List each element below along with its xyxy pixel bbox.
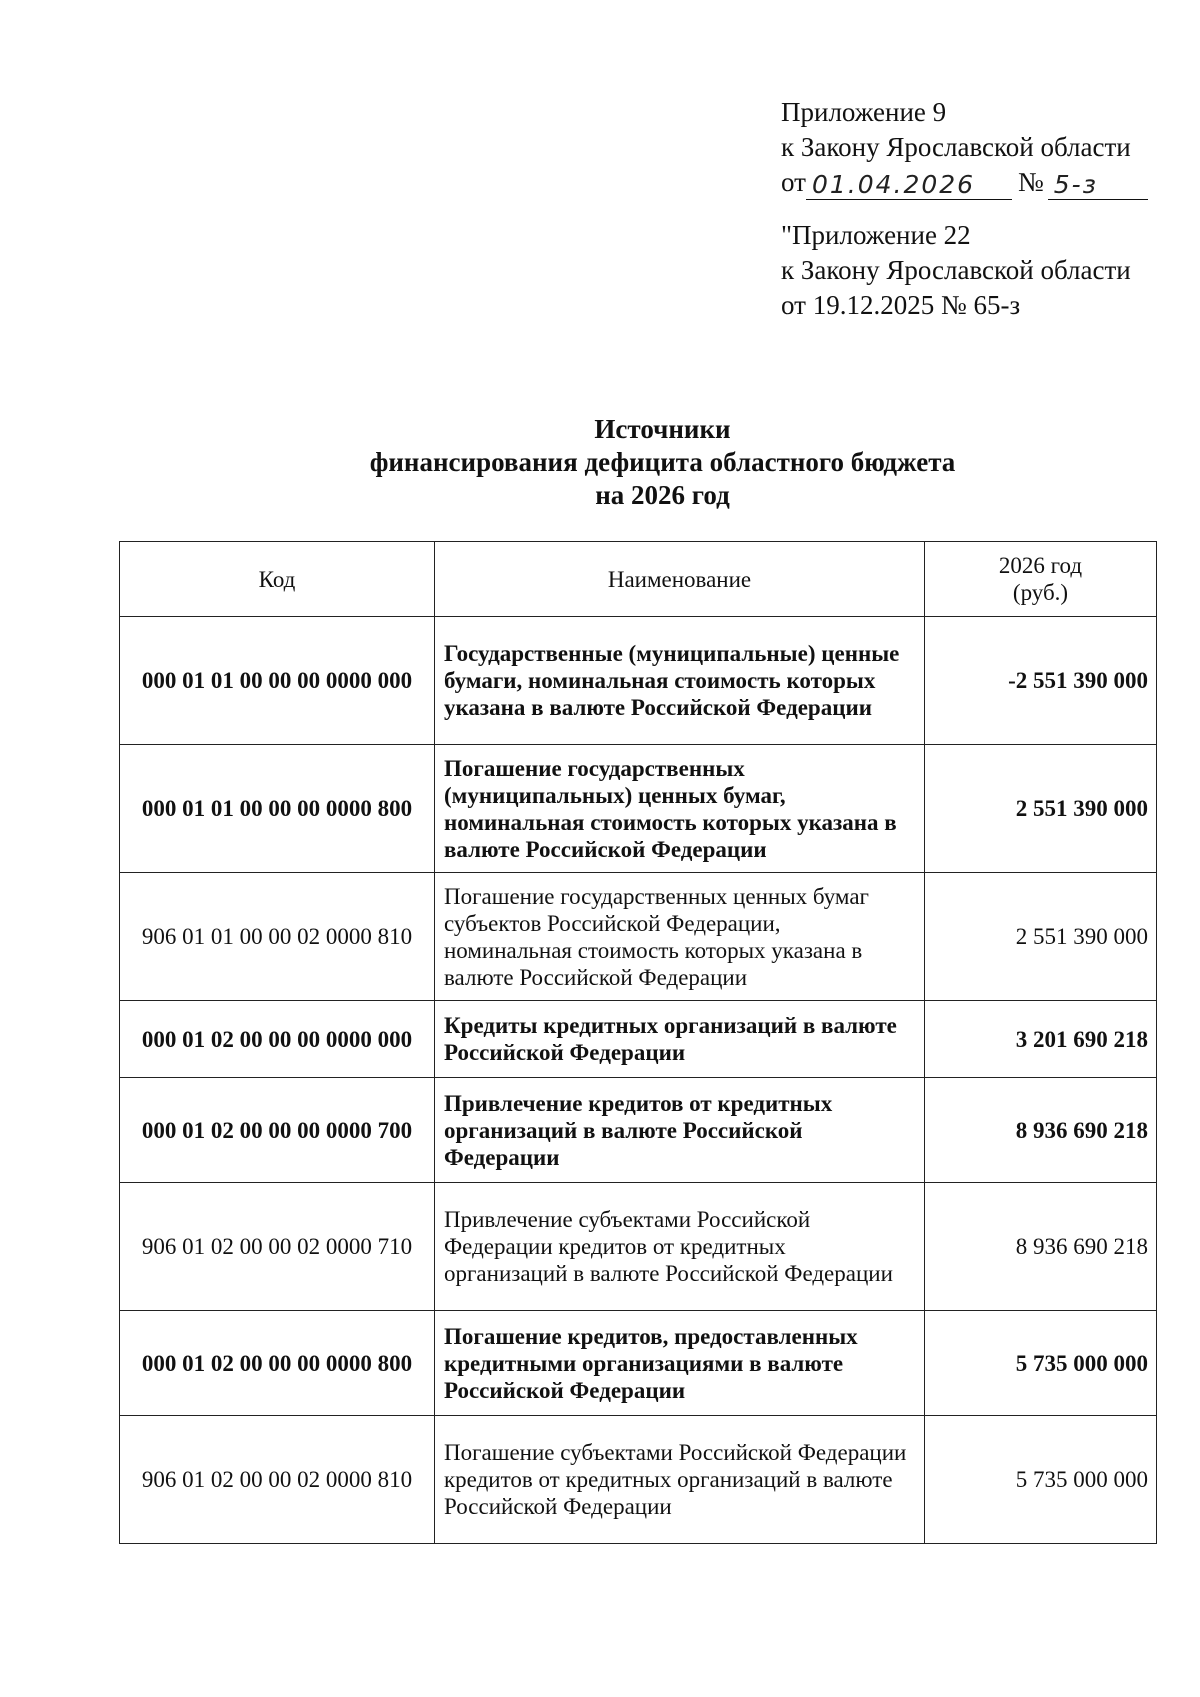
table-row [120, 873, 1157, 1001]
sign-number-label: № [1017, 167, 1044, 197]
row-name: Привлечение кредитов от кредитных организаций в валюте Российской Федерации [435, 1078, 925, 1183]
table-row [120, 1416, 1157, 1544]
header-name: Наименование [435, 542, 925, 617]
row-value: 5 735 000 000 [925, 1311, 1157, 1416]
row-code: 906 01 02 00 00 02 0000 810 [120, 1416, 435, 1544]
row-code: 000 01 01 00 00 00 0000 000 [120, 617, 435, 745]
row-name: Погашение субъектами Российской Федерации кредитов от кредитных организаций в валюте Российской Федерации [435, 1416, 925, 1544]
row-code: 906 01 01 00 00 02 0000 810 [120, 873, 435, 1001]
row-value: 8 936 690 218 [925, 1078, 1157, 1183]
appendix-header [781, 95, 1181, 323]
table-row [120, 1001, 1157, 1078]
header-value-year: 2026 год [998, 553, 1083, 578]
previous-appendix-title: "Приложение 22 [781, 220, 971, 250]
handwritten-number: 5-з [1048, 171, 1148, 200]
appendix-law-reference: к Закону Ярославской области [781, 132, 1131, 162]
title-line-1: Источники [594, 414, 731, 444]
appendix-title: Приложение 9 [781, 97, 947, 127]
row-name: Привлечение субъектами Российской Федерации кредитов от кредитных организаций в валюте Российской Федерации [435, 1183, 925, 1311]
header-code: Код [120, 542, 435, 617]
previous-appendix-date: от 19.12.2025 № 65-з [781, 290, 1021, 320]
header-value-unit: (руб.) [1012, 580, 1069, 605]
row-code: 906 01 02 00 00 02 0000 710 [120, 1183, 435, 1311]
title-line-2: финансирования дефицита областного бюджета [369, 447, 956, 477]
previous-appendix-law-reference: к Закону Ярославской области [781, 255, 1131, 285]
header-value [925, 542, 1157, 617]
row-name: Погашение государственных ценных бумаг субъектов Российской Федерации, номинальная стоимость которых указана в валюте Российской Федерации [435, 873, 925, 1001]
row-code: 000 01 02 00 00 00 0000 700 [120, 1078, 435, 1183]
row-value: 2 551 390 000 [925, 745, 1157, 873]
row-name: Государственные (муниципальные) ценные бумаги, номинальная стоимость которых указана в валюте Российской Федерации [435, 617, 925, 745]
row-code: 000 01 02 00 00 00 0000 800 [120, 1311, 435, 1416]
row-name: Погашение государственных (муниципальных) ценных бумаг, номинальная стоимость которых указана в валюте Российской Федерации [435, 745, 925, 873]
table-row [120, 617, 1157, 745]
deficit-sources-table [119, 541, 1157, 1544]
row-value: 3 201 690 218 [925, 1001, 1157, 1078]
table-row [120, 1078, 1157, 1183]
title-line-3: на 2026 год [595, 480, 730, 510]
row-name: Кредиты кредитных организаций в валюте Российской Федерации [435, 1001, 925, 1078]
sign-prefix: от [781, 167, 806, 197]
row-code: 000 01 02 00 00 00 0000 000 [120, 1001, 435, 1078]
handwritten-date: 01.04.2026 [806, 171, 1012, 200]
row-code: 000 01 01 00 00 00 0000 800 [120, 745, 435, 873]
row-name: Погашение кредитов, предоставленных кредитными организациями в валюте Российской Федерации [435, 1311, 925, 1416]
document-title [0, 413, 1200, 512]
table-row [120, 1183, 1157, 1311]
row-value: 8 936 690 218 [925, 1183, 1157, 1311]
row-value: 5 735 000 000 [925, 1416, 1157, 1544]
table-header-row [120, 542, 1157, 617]
table-row [120, 1311, 1157, 1416]
table-row [120, 745, 1157, 873]
row-value: -2 551 390 000 [925, 617, 1157, 745]
appendix-signature-line [781, 165, 1181, 200]
row-value: 2 551 390 000 [925, 873, 1157, 1001]
